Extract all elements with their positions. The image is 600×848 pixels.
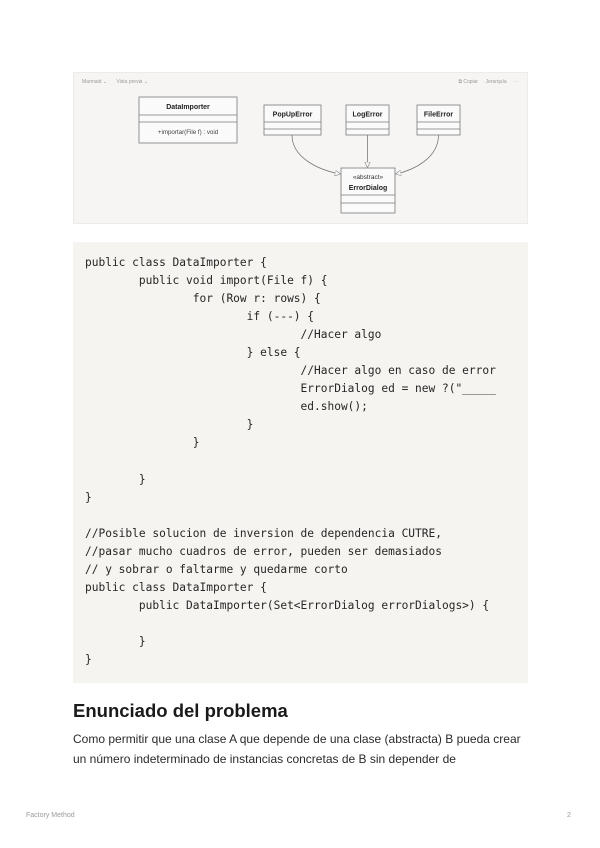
class-error-dialog <box>341 168 395 213</box>
code-line: ed.show(); <box>85 400 368 414</box>
code-line: for (Row r: rows) { <box>85 292 321 306</box>
code-line: } <box>85 472 146 486</box>
code-line: // y sobrar o faltarme y quedarme corto <box>85 562 348 576</box>
code-line: } <box>85 436 200 450</box>
code-line: } <box>85 634 146 648</box>
problem-paragraph: Como permitir que una clase A que depende de una clase (abstracta) B pueda crear un número indeterminado de instancias concretas de B sin depender de <box>73 732 521 766</box>
code-line: } <box>85 418 254 432</box>
code-line: public DataImporter(Set<ErrorDialog errorDialogs>) { <box>85 598 490 612</box>
code-block <box>73 242 528 683</box>
class-data-importer <box>139 97 237 143</box>
code-line: } else { <box>85 346 301 360</box>
code-line: public void import(File f) { <box>85 274 328 288</box>
class-file-error <box>417 105 460 135</box>
code-line: //Posible solucion de inversion de dependencia CUTRE, <box>85 526 442 540</box>
footer-title: Factory Method <box>26 812 75 819</box>
error-dialog-stereotype: «abstract» <box>352 174 384 181</box>
code-line: //pasar mucho cuadros de error, pueden ser demasiados <box>85 544 442 558</box>
file-error-name: FileError <box>423 111 454 119</box>
error-dialog-name: ErrorDialog <box>348 185 388 192</box>
preview-select[interactable]: Vista previa ⌄ <box>116 79 149 85</box>
more-options-icon[interactable]: ⋯ <box>514 79 519 85</box>
inheritance-arrow-file <box>396 135 439 174</box>
code-content <box>85 254 496 669</box>
popup-error-name: PopUpError <box>272 111 313 119</box>
code-line: public class DataImporter { <box>85 580 267 594</box>
data-importer-method: +importar(File f) : void <box>157 129 219 136</box>
code-line: //Hacer algo <box>85 328 382 342</box>
log-error-name: LogError <box>352 111 383 119</box>
hierarchy-button[interactable]: Jerarquía <box>485 79 507 85</box>
data-importer-name: DataImporter <box>166 104 210 111</box>
copy-button[interactable]: ⧉ Copiar <box>458 79 479 85</box>
code-line: } <box>85 490 92 504</box>
code-line: ErrorDialog ed = new ?("_____ <box>85 382 496 396</box>
page-number: 2 <box>567 812 571 819</box>
diagram-mode-select[interactable]: Marmaid ⌄ <box>82 79 108 85</box>
class-log-error <box>346 105 389 135</box>
code-line: if (---) { <box>85 310 315 324</box>
inheritance-arrow-popup <box>292 135 340 174</box>
section-heading: Enunciado del problema <box>73 700 288 721</box>
diagram-panel <box>73 72 528 224</box>
code-line: //Hacer algo en caso de error <box>85 364 496 378</box>
code-line: } <box>85 653 92 667</box>
class-popup-error <box>264 105 321 135</box>
code-line: public class DataImporter { <box>85 256 267 269</box>
uml-class-diagram <box>74 73 529 225</box>
